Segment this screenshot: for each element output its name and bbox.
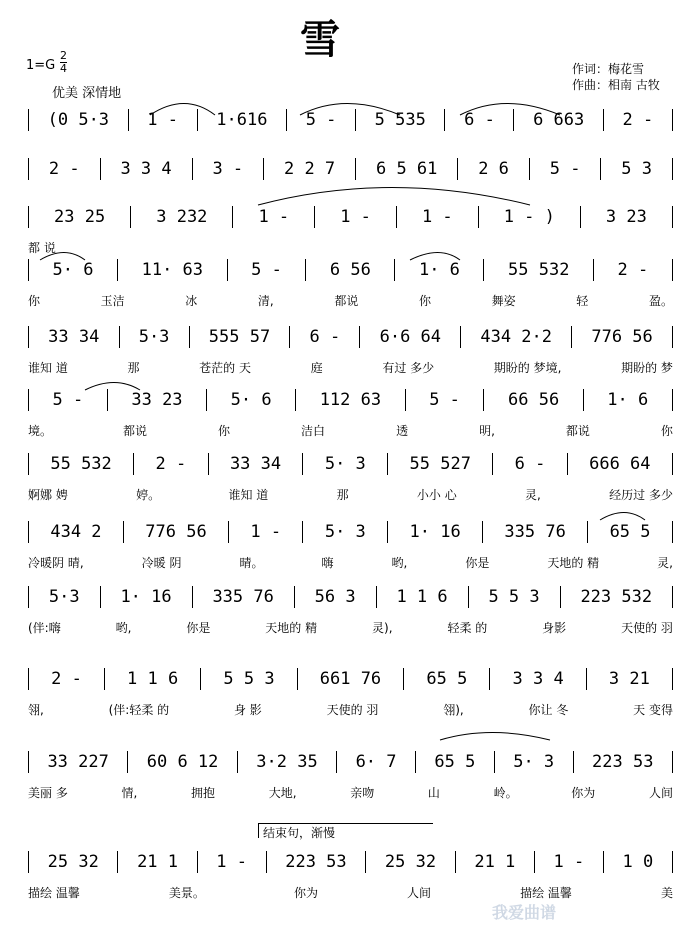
lyric: 都 说 [28, 240, 56, 255]
bar-line [297, 668, 298, 690]
lyric: 情, [121, 785, 138, 800]
slur [440, 733, 550, 741]
bar-line [28, 158, 29, 180]
bar-line [478, 206, 479, 228]
measure: 6 - [514, 454, 546, 474]
score-row [28, 253, 673, 315]
bar-line [237, 751, 238, 773]
bar-line [396, 206, 397, 228]
measure: 5· 3 [513, 752, 555, 772]
bar-line [355, 109, 356, 131]
measure: 6 - [309, 327, 341, 347]
lyric: 谁知 道 [228, 487, 269, 502]
bar-line [28, 851, 29, 873]
bar-line [28, 389, 29, 411]
lyric: 透 [396, 423, 409, 438]
measure: 555 57 [208, 327, 271, 347]
measure: (0 5·3 [47, 110, 110, 130]
measure: 1 - [258, 207, 290, 227]
measure: 2 - [617, 260, 649, 280]
bar-line [468, 586, 469, 608]
lyric: 苍茫的 天 [199, 360, 251, 375]
lyric: 山 [427, 785, 440, 800]
lyric: 你为 [293, 885, 318, 900]
lyric: (伴:嗨 [28, 620, 61, 635]
lyric: 天地的 精 [265, 620, 318, 635]
lyric: 你 [419, 293, 432, 308]
score-row [28, 580, 673, 642]
measure: 66 56 [508, 390, 560, 410]
lyric: 你 [660, 423, 673, 438]
bar-line [192, 158, 193, 180]
measure: 2 - [622, 110, 654, 130]
measure: 666 64 [589, 454, 651, 474]
bar-line [192, 586, 193, 608]
bar-line [189, 326, 190, 348]
bar-line [228, 521, 229, 543]
lyric: 你是 [186, 620, 211, 635]
bar-line [603, 851, 604, 873]
bar-line [492, 453, 493, 475]
bar-line [197, 109, 198, 131]
measure: 776 56 [591, 327, 653, 347]
lyric: 描绘 温馨 [520, 885, 572, 900]
bar-line [672, 389, 673, 411]
bar-line [489, 668, 490, 690]
bar-line [28, 586, 29, 608]
lyric: 经历过 多少 [609, 487, 673, 502]
lyric: 晴。 [239, 555, 264, 570]
lyric: 你是 [465, 555, 490, 570]
bar-line [672, 453, 673, 475]
watermark: 我爱曲谱 [492, 903, 557, 922]
lyric: 天 变得 [633, 702, 673, 717]
lyrics-line [28, 291, 673, 309]
lyrics-line [28, 485, 673, 503]
lyric: 清, [257, 293, 274, 308]
bar-line [227, 259, 228, 281]
measure: 1· 6 [418, 260, 460, 280]
bar-line [603, 109, 604, 131]
lyric: 都说 [565, 423, 590, 438]
bar-line [529, 158, 530, 180]
bar-line [28, 326, 29, 348]
measure: 1 - ) [503, 207, 555, 227]
measure: 6 663 [533, 110, 585, 130]
measure: 112 63 [319, 390, 382, 410]
measure: 6 - [464, 110, 495, 130]
measure: 3 232 [156, 207, 208, 227]
lyrics-line [28, 783, 673, 801]
lyric: 你让 冬 [528, 702, 569, 717]
measure: 11· 63 [141, 260, 204, 280]
measure: 6 56 [329, 260, 371, 280]
bar-line [130, 206, 131, 228]
time-signature [60, 50, 67, 75]
bar-line [672, 586, 673, 608]
lyric: 冰 [185, 293, 198, 308]
lyric: 你 [218, 423, 231, 438]
measure: 335 76 [504, 522, 566, 542]
bar-line [567, 453, 568, 475]
measure: 223 53 [285, 852, 347, 872]
lyrics-line [28, 700, 673, 718]
measure: 1 - [340, 207, 371, 227]
score-row [28, 662, 673, 724]
measure: 5·3 [138, 327, 170, 347]
measure: 5· 3 [324, 454, 366, 474]
measure: 223 532 [580, 587, 653, 607]
lyrics-line [28, 421, 673, 439]
score-row [28, 383, 673, 445]
bar-line [314, 206, 315, 228]
lyric: 小小 心 [416, 487, 457, 502]
bar-line [206, 389, 207, 411]
bar-line [28, 521, 29, 543]
score-row [28, 845, 673, 907]
lyricist: 作词：梅花雪 [572, 62, 645, 76]
bar-line [483, 389, 484, 411]
bar-line [672, 326, 673, 348]
bar-line [513, 109, 514, 131]
bar-line [415, 751, 416, 773]
lyric: 庭 [310, 360, 323, 375]
lyric: 灵), [372, 620, 393, 635]
measure: 2 - [51, 669, 82, 689]
lyric: 都说 [123, 423, 148, 438]
measure: 33 34 [229, 454, 282, 474]
measure: 1· 16 [409, 522, 461, 542]
lyric: 婀娜 娉 [28, 487, 68, 502]
measure: 335 76 [212, 587, 274, 607]
bar-line [600, 158, 601, 180]
lyric: 岭。 [493, 785, 518, 800]
measure: 1 1 6 [396, 587, 448, 607]
measure: 60 6 12 [146, 752, 219, 772]
lyric: 你为 [571, 785, 596, 800]
measure: 25 32 [384, 852, 437, 872]
notation-line [28, 324, 673, 350]
lyric: 那 [127, 360, 140, 375]
measure: 776 56 [145, 522, 207, 542]
measure: 65 5 [609, 522, 651, 542]
lyric: 境。 [28, 423, 53, 438]
measure: 33 227 [47, 752, 109, 772]
lyric: 冷暖阴 晴, [28, 555, 84, 570]
measure: 33 23 [131, 390, 183, 410]
notation-line [28, 451, 673, 477]
bar-line [365, 851, 366, 873]
measure: 21 1 [474, 852, 516, 872]
lyric: 盈。 [648, 293, 673, 308]
bar-line [294, 586, 295, 608]
notation-line [28, 387, 673, 413]
lyric: 都说 [334, 293, 359, 308]
notation-line [28, 107, 673, 133]
measure: 5 5 3 [488, 587, 540, 607]
bar-line [197, 851, 198, 873]
lyric: 大地, [268, 785, 297, 800]
lyric: 人间 [407, 885, 432, 900]
bar-line [586, 668, 587, 690]
bar-line [403, 668, 404, 690]
measure: 5 535 [374, 110, 426, 130]
bar-line [359, 326, 360, 348]
bar-line [483, 259, 484, 281]
credits [572, 61, 660, 93]
lyric: 身 影 [233, 702, 262, 717]
measure: 3 - [212, 159, 244, 179]
score-row [28, 320, 673, 382]
bar-line [117, 259, 118, 281]
bar-line [482, 521, 483, 543]
measure: 1 - [147, 110, 179, 130]
measure: 1 - [250, 522, 282, 542]
bar-line [672, 668, 673, 690]
score-row [28, 515, 673, 577]
lyric: 嗨 [321, 555, 334, 570]
measure: 1·616 [216, 110, 268, 130]
notation-line [28, 519, 673, 545]
lyric: 哟, [115, 620, 132, 635]
bar-line [133, 453, 134, 475]
measure: 1 - [421, 207, 453, 227]
measure: 1 - [553, 852, 585, 872]
lyric: 人间 [648, 785, 673, 800]
measure: 1· 16 [120, 587, 172, 607]
lyrics-line [28, 553, 673, 571]
lyric: 洁白 [301, 423, 326, 438]
bar-line [336, 751, 337, 773]
score-row [28, 745, 673, 807]
bar-line [302, 453, 303, 475]
notation-line [28, 749, 673, 775]
measure: 2 - [155, 454, 187, 474]
measure: 6·6 64 [379, 327, 442, 347]
bar-line [128, 109, 129, 131]
measure: 55 527 [409, 454, 471, 474]
time-top: 2 [60, 49, 67, 62]
measure: 1 0 [622, 852, 654, 872]
bar-line [387, 453, 388, 475]
lyric: 天使的 羽 [621, 620, 673, 635]
bar-line [263, 158, 264, 180]
bar-line [672, 751, 673, 773]
measure: 5· 3 [324, 522, 366, 542]
bar-line [28, 109, 29, 131]
measure: 661 76 [319, 669, 382, 689]
bar-line [457, 158, 458, 180]
measure: 3 3 4 [512, 669, 564, 689]
bar-line [587, 521, 588, 543]
measure: 65 5 [434, 752, 476, 772]
lyric: (伴:轻柔 的 [108, 702, 170, 717]
bar-line [387, 521, 388, 543]
lyric: 婷。 [136, 487, 161, 502]
measure: 5 - [305, 110, 337, 130]
lyric: 天地的 精 [547, 555, 600, 570]
bar-line [460, 326, 461, 348]
measure: 5 - [251, 260, 282, 280]
bar-line [28, 453, 29, 475]
bar-line [104, 668, 105, 690]
notation-line [28, 204, 673, 230]
bar-line [672, 851, 673, 873]
bar-line [444, 109, 445, 131]
score-row [28, 447, 673, 509]
tempo-mood: 优美 深情地 [52, 86, 122, 101]
measure: 434 2·2 [480, 327, 553, 347]
lyric: 谁知 道 [28, 360, 68, 375]
bar-line [286, 109, 287, 131]
time-bottom: 4 [60, 62, 67, 75]
measure: 3 23 [605, 207, 647, 227]
measure: 23 25 [54, 207, 106, 227]
bar-line [289, 326, 290, 348]
bar-line [208, 453, 209, 475]
bar-line [355, 158, 356, 180]
lyrics-line [28, 618, 673, 636]
lyric: 冷暖 阴 [141, 555, 182, 570]
ending-bracket: 结束句，渐慢 [258, 823, 433, 838]
bar-line [593, 259, 594, 281]
bar-line [232, 206, 233, 228]
bar-line [580, 206, 581, 228]
measure: 5 5 3 [223, 669, 275, 689]
notation-line [28, 849, 673, 875]
measure: 223 53 [592, 752, 654, 772]
measure: 1 1 6 [127, 669, 179, 689]
bar-line [672, 259, 673, 281]
bar-line [394, 259, 395, 281]
bar-line [117, 851, 118, 873]
lyric: 美 [660, 885, 673, 900]
measure: 33 34 [48, 327, 100, 347]
lyric: 美景。 [168, 885, 205, 900]
bar-line [455, 851, 456, 873]
measure: 5· 6 [230, 390, 272, 410]
bar-line [672, 521, 673, 543]
lyric: 美丽 多 [28, 785, 68, 800]
bar-line [560, 586, 561, 608]
bar-line [28, 206, 29, 228]
measure: 25 32 [47, 852, 99, 872]
song-title: 雪 [300, 17, 342, 63]
bar-line [302, 521, 303, 543]
lyrics-line [28, 358, 673, 376]
bar-line [295, 389, 296, 411]
bar-line [123, 521, 124, 543]
lyric: 期盼的 梦境, [493, 360, 562, 375]
lyric: 灵, [525, 487, 541, 502]
bar-line [494, 751, 495, 773]
lyric: 有过 多少 [382, 360, 435, 375]
lyric: 玉洁 [100, 293, 125, 308]
lyric: 你 [28, 293, 41, 308]
bar-line [573, 751, 574, 773]
measure: 5 - [52, 390, 84, 410]
bar-line [127, 751, 128, 773]
lyric: 哟, [391, 555, 408, 570]
lyric: 亲吻 [350, 785, 375, 800]
lyric: 那 [336, 487, 349, 502]
bar-line [100, 158, 101, 180]
lyric: 身影 [542, 620, 567, 635]
bar-line [28, 668, 29, 690]
lyric: 轻柔 的 [447, 620, 488, 635]
bar-line [534, 851, 535, 873]
measure: 2 2 7 [283, 159, 336, 179]
measure: 434 2 [50, 522, 102, 542]
bar-line [672, 109, 673, 131]
lyric: 拥抱 [191, 785, 216, 800]
notation-line [28, 584, 673, 610]
bar-line [305, 259, 306, 281]
bar-line [107, 389, 108, 411]
measure: 3 3 4 [120, 159, 172, 179]
bar-line [28, 259, 29, 281]
composer: 作曲：相南 古牧 [572, 78, 660, 92]
lyric: 舞姿 [491, 293, 516, 308]
measure: 1· 6 [607, 390, 649, 410]
lyric: 灵, [657, 555, 673, 570]
lyric: 描绘 温馨 [28, 885, 80, 900]
bar-line [583, 389, 584, 411]
bar-line [672, 206, 673, 228]
measure: 2 - [48, 159, 80, 179]
measure: 2 6 [478, 159, 509, 179]
lyric: 翎), [443, 702, 464, 717]
measure: 55 532 [508, 260, 570, 280]
measure: 5 - [429, 390, 460, 410]
measure: 5 3 [621, 159, 652, 179]
bar-line [119, 326, 120, 348]
bar-line [100, 586, 101, 608]
lyric: 天使的 羽 [326, 702, 379, 717]
key-signature: 1=G [26, 58, 56, 73]
measure: 55 532 [50, 454, 112, 474]
measure: 3 21 [608, 669, 650, 689]
lyric: 期盼的 梦 [621, 360, 673, 375]
notation-line [28, 666, 673, 692]
measure: 5· 6 [52, 260, 94, 280]
bar-line [672, 158, 673, 180]
bar-line [376, 586, 377, 608]
measure: 3·2 35 [256, 752, 318, 772]
lyrics-line [28, 883, 673, 901]
measure: 21 1 [137, 852, 179, 872]
lyric: 明, [479, 423, 495, 438]
measure: 65 5 [426, 669, 468, 689]
notation-line [28, 257, 673, 283]
bar-line [405, 389, 406, 411]
bar-line [200, 668, 201, 690]
measure: 56 3 [314, 587, 356, 607]
measure: 1 - [216, 852, 247, 872]
measure: 5 - [549, 159, 581, 179]
bar-line [266, 851, 267, 873]
bar-line [28, 751, 29, 773]
bar-line [571, 326, 572, 348]
measure: 6 5 61 [375, 159, 438, 179]
lyric: 翎, [28, 702, 44, 717]
lyric: 轻 [576, 293, 589, 308]
notation-line [28, 156, 673, 182]
measure: 5·3 [48, 587, 80, 607]
measure: 6· 7 [355, 752, 397, 772]
